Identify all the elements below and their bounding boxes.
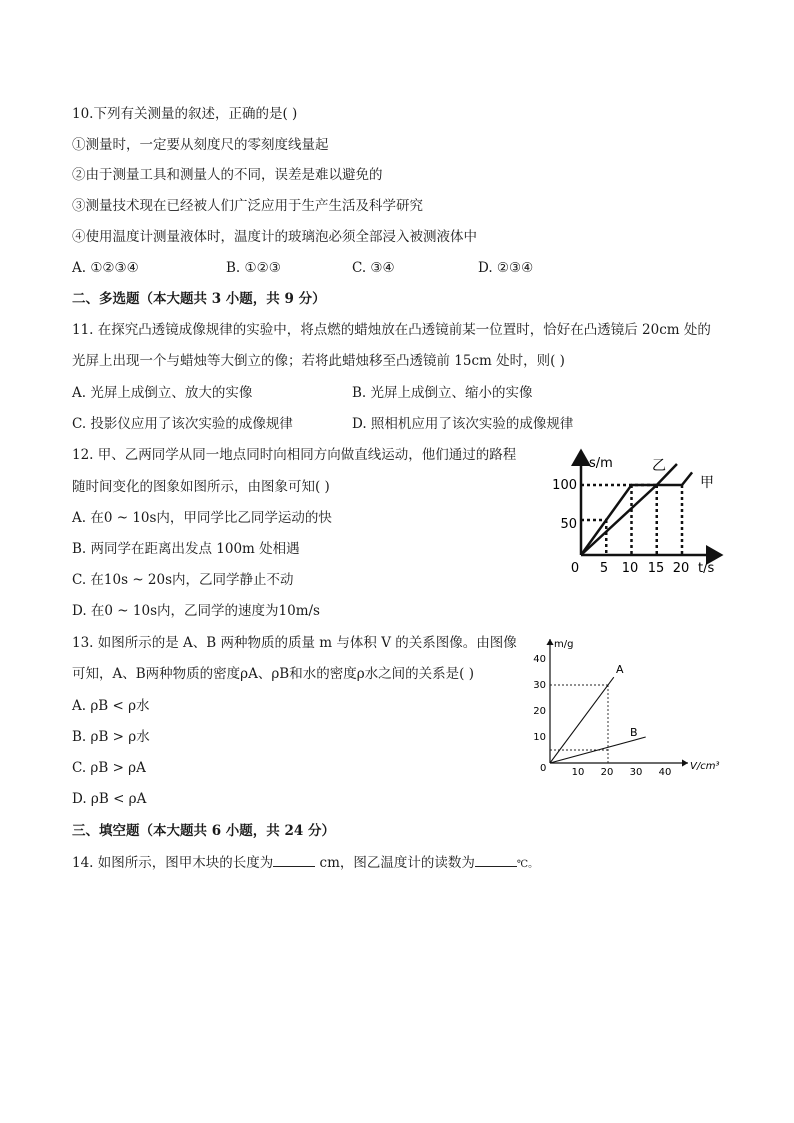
q10-item-2: ②由于测量工具和测量人的不同，误差是难以避免的 xyxy=(72,167,383,183)
q14-blank-temperature[interactable] xyxy=(475,853,517,867)
q13-option-c: C. ρB > ρA xyxy=(72,760,146,776)
q10-item-3: ③测量技术现在已经被人们广泛应用于生产生活及科学研究 xyxy=(72,198,423,214)
q12-option-a: A. 在0 ~ 10s内，甲同学比乙同学运动的快 xyxy=(72,510,332,526)
x-axis-label: V/cm³ xyxy=(690,761,720,772)
q13-option-d: D. ρB < ρA xyxy=(72,791,147,807)
y-axis-label: s/m xyxy=(589,456,613,471)
q10-option-a: A. ①②③④ xyxy=(72,260,139,276)
plot-area xyxy=(550,677,646,763)
x-tick-40: 40 xyxy=(658,767,672,778)
x-tick-10: 10 xyxy=(621,561,639,576)
q10-stem: 10.下列有关测量的叙述，正确的是( ) xyxy=(72,106,298,122)
distance-time-graph xyxy=(552,445,735,577)
q10-item-4: ④使用温度计测量液体时，温度计的玻璃泡必须全部浸入被测液体中 xyxy=(72,229,477,245)
q14-blank-length[interactable] xyxy=(273,853,315,867)
q10-option-d: D. ②③④ xyxy=(478,260,534,276)
q10-option-c: C. ③④ xyxy=(352,260,395,276)
q11-option-a: A. 光屏上成倒立、放大的实像 xyxy=(72,385,253,401)
q11-option-d: D. 照相机应用了该次实验的成像规律 xyxy=(352,416,574,432)
y-tick-20: 20 xyxy=(533,706,546,717)
x-tick-30: 30 xyxy=(629,767,643,778)
y-tick-10: 10 xyxy=(533,732,546,743)
q13-stem-line2: 可知，A、B两种物质的密度ρA、ρB和水的密度ρ水之间的关系是( ) xyxy=(72,666,474,682)
q11-option-b: B. 光屏上成倒立、缩小的实像 xyxy=(352,385,533,401)
q11-stem-line1: 11. 在探究凸透镜成像规律的实验中，将点燃的蜡烛放在凸透镜前某一位置时，恰好在凸透镜后 20cm 处的 xyxy=(72,322,711,338)
q12-stem-line2: 随时间变化的图象如图所示，由图象可知( ) xyxy=(72,479,330,495)
series-line-b xyxy=(550,737,646,763)
origin-label: 0 xyxy=(540,763,547,774)
q12-option-d: D. 在0 ~ 10s内，乙同学的速度为10m/s xyxy=(72,603,320,619)
x-axis-label: t/s xyxy=(698,561,715,576)
y-axis-label: m/g xyxy=(554,639,574,650)
q10-item-1: ①测量时，一定要从刻度尺的零刻度线量起 xyxy=(72,137,329,153)
q13-stem-line1: 13. 如图所示的是 A、B 两种物质的质量 m 与体积 V 的关系图像。由图像 xyxy=(72,635,517,651)
y-tick-40: 40 xyxy=(533,654,546,665)
series-label-a: A xyxy=(616,663,624,676)
series-line-yi xyxy=(581,464,677,555)
q14-text-part1: 14. 如图所示，图甲木块的长度为 xyxy=(72,855,274,871)
q14-text-part3: ℃。 xyxy=(516,859,539,870)
series-line-jia xyxy=(581,472,692,555)
y-tick-100: 100 xyxy=(552,478,577,493)
q12-option-c: C. 在10s ~ 20s内，乙同学静止不动 xyxy=(72,572,294,588)
y-tick-30: 30 xyxy=(533,680,546,691)
series-label-b: B xyxy=(630,726,638,739)
x-tick-20: 20 xyxy=(672,561,690,576)
series-line-a xyxy=(550,677,614,763)
mass-volume-graph xyxy=(528,635,728,780)
q14-text-part2: cm，图乙温度计的读数为 xyxy=(315,855,475,871)
q13-option-b: B. ρB > ρ水 xyxy=(72,729,150,745)
y-tick-50: 50 xyxy=(560,517,577,532)
q11-stem-line2: 光屏上出现一个与蜡烛等大倒立的像；若将此蜡烛移至凸透镜前 15cm 处时，则( ) xyxy=(72,353,565,369)
q12-stem-line1: 12. 甲、乙两同学从同一地点同时向相同方向做直线运动，他们通过的路程 xyxy=(72,447,517,463)
q10-option-b: B. ①②③ xyxy=(226,260,281,276)
series-label-yi: 乙 xyxy=(652,458,666,474)
q12-option-b: B. 两同学在距离出发点 100m 处相遇 xyxy=(72,541,300,557)
q13-option-a: A. ρB < ρ水 xyxy=(72,698,150,714)
x-tick-0: 0 xyxy=(570,561,580,576)
x-tick-5: 5 xyxy=(599,561,609,576)
section-heading-multiple-choice: 二、多选题（本大题共 3 小题，共 9 分） xyxy=(72,291,326,307)
q14-stem xyxy=(72,853,538,874)
series-label-jia: 甲 xyxy=(700,475,714,491)
plot-area xyxy=(581,464,692,555)
section-heading-fill-in: 三、填空题（本大题共 6 小题，共 24 分） xyxy=(72,823,335,839)
x-tick-15: 15 xyxy=(647,561,665,576)
x-tick-10: 10 xyxy=(571,767,585,778)
q11-option-c: C. 投影仪应用了该次实验的成像规律 xyxy=(72,416,293,432)
x-tick-20: 20 xyxy=(600,767,614,778)
